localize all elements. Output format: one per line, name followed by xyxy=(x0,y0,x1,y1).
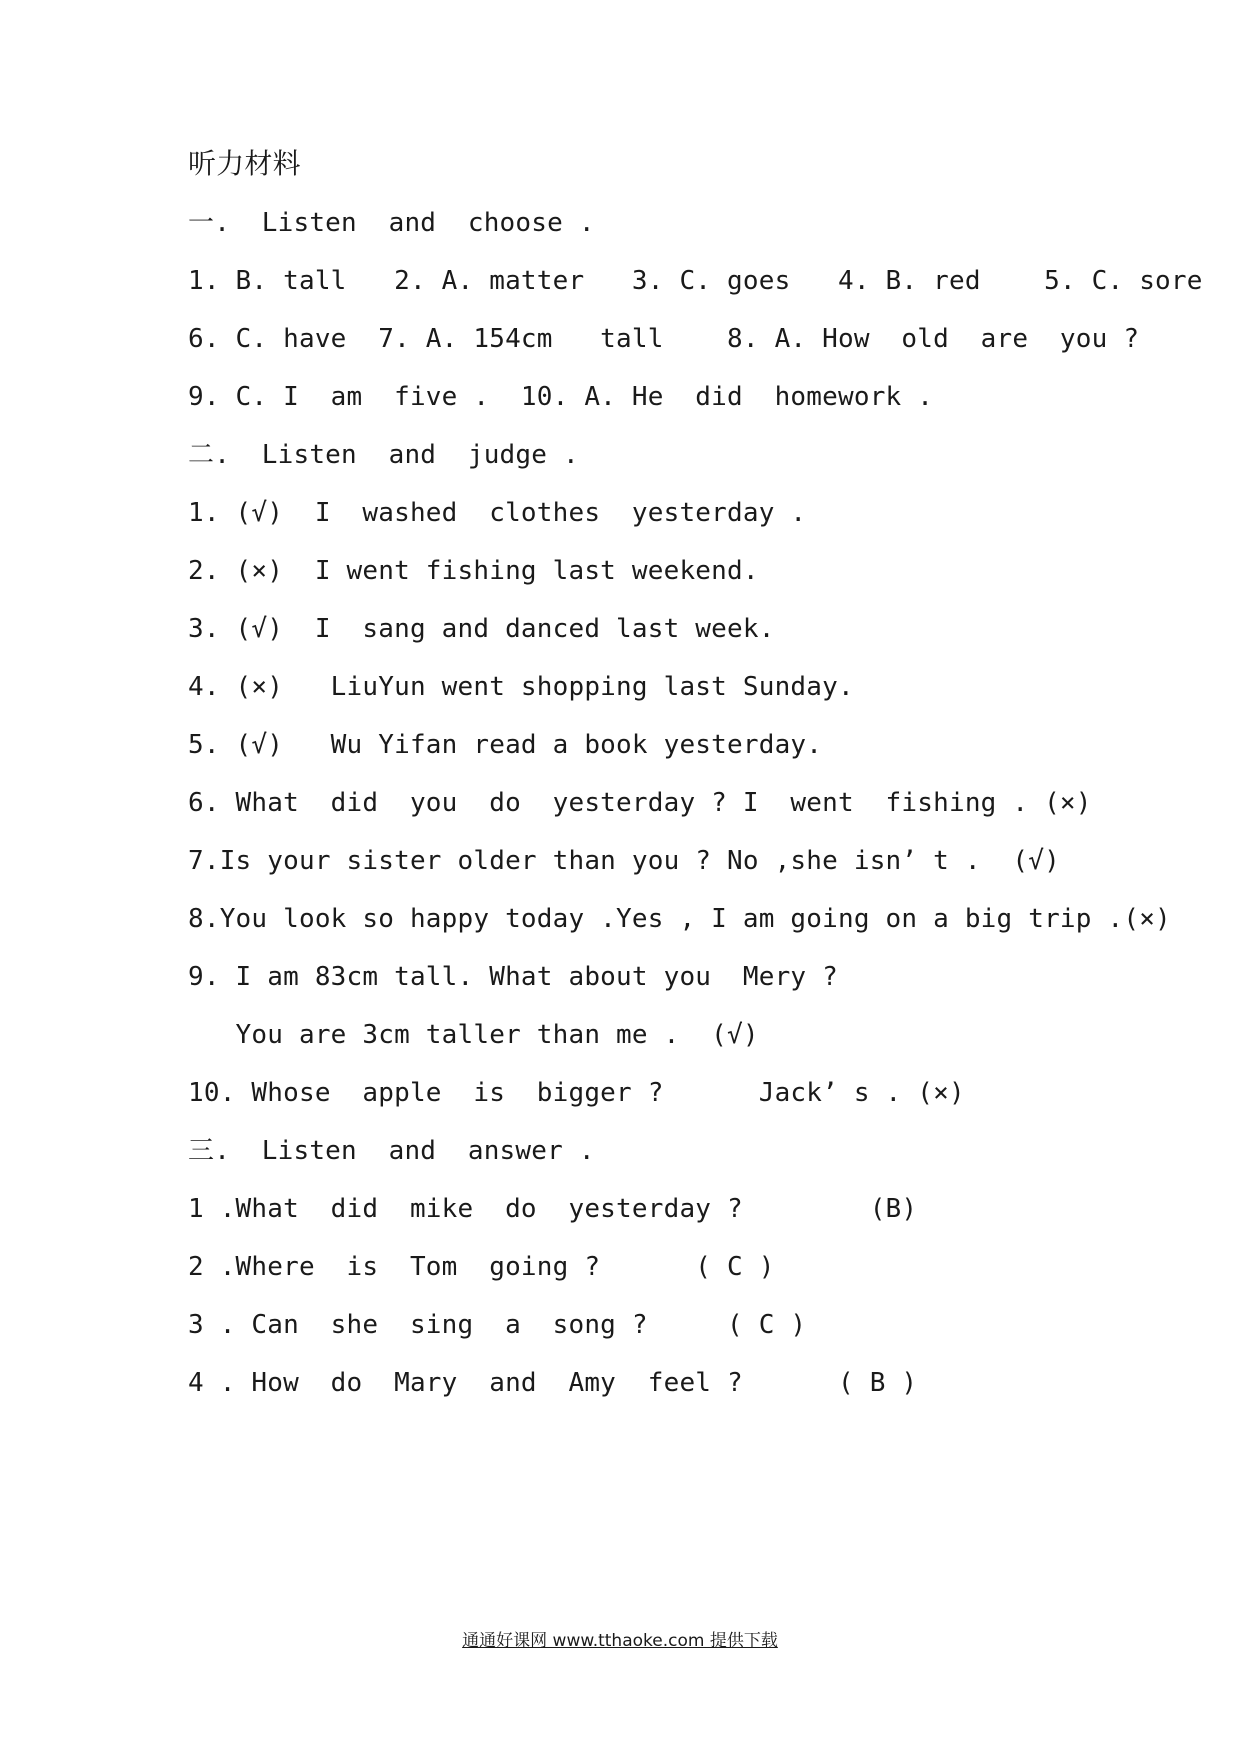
section-3-line: 1 .What did mike do yesterday ? (B) xyxy=(188,1194,918,1224)
section-2-line: 5. (√) Wu Yifan read a book yesterday. xyxy=(188,730,823,760)
section-1-line: 6. C. have 7. A. 154cm tall 8. A. How old are you ? xyxy=(188,324,1140,354)
section-2-line: 1. (√) I washed clothes yesterday . xyxy=(188,498,807,528)
section-3-heading: 三. Listen and answer . xyxy=(188,1136,595,1166)
page-title: 听力材料 xyxy=(188,147,301,180)
section-2-line: 7.Is your sister older than you ? No ,she isn’ t . (√) xyxy=(188,846,1060,876)
section-2-line: 6. What did you do yesterday ? I went fishing . (×) xyxy=(188,788,1092,818)
section-2-line: 8.You look so happy today .Yes , I am going on a big trip .(×) xyxy=(188,904,1171,934)
section-1-line: 9. C. I am five . 10. A. He did homework . xyxy=(188,382,934,412)
section-3-line: 3 . Can she sing a song ? ( C ) xyxy=(188,1310,807,1340)
section-2-line: 2. (×) I went fishing last weekend. xyxy=(188,556,759,586)
section-3-line: 4 . How do Mary and Amy feel ? ( B ) xyxy=(188,1368,918,1398)
section-1-line: 1. B. tall 2. A. matter 3. C. goes 4. B. red 5. C. sore xyxy=(188,266,1203,296)
section-2-line: 4. (×) LiuYun went shopping last Sunday. xyxy=(188,672,854,702)
footer-link[interactable] xyxy=(0,1630,1240,1652)
section-2-line: 3. (√) I sang and danced last week. xyxy=(188,614,775,644)
section-2-line: You are 3cm taller than me . (√) xyxy=(188,1020,759,1050)
section-3-line: 2 .Where is Tom going ? ( C ) xyxy=(188,1252,775,1282)
section-2-line: 10. Whose apple is bigger ? Jack’ s . (×) xyxy=(188,1078,965,1108)
section-2-heading: 二. Listen and judge . xyxy=(188,440,579,470)
section-2-line: 9. I am 83cm tall. What about you Mery ? xyxy=(188,962,838,992)
footer-text: 通通好课网 www.tthaoke.com 提供下载 xyxy=(462,1631,778,1651)
section-1-heading: 一. Listen and choose . xyxy=(188,208,595,238)
